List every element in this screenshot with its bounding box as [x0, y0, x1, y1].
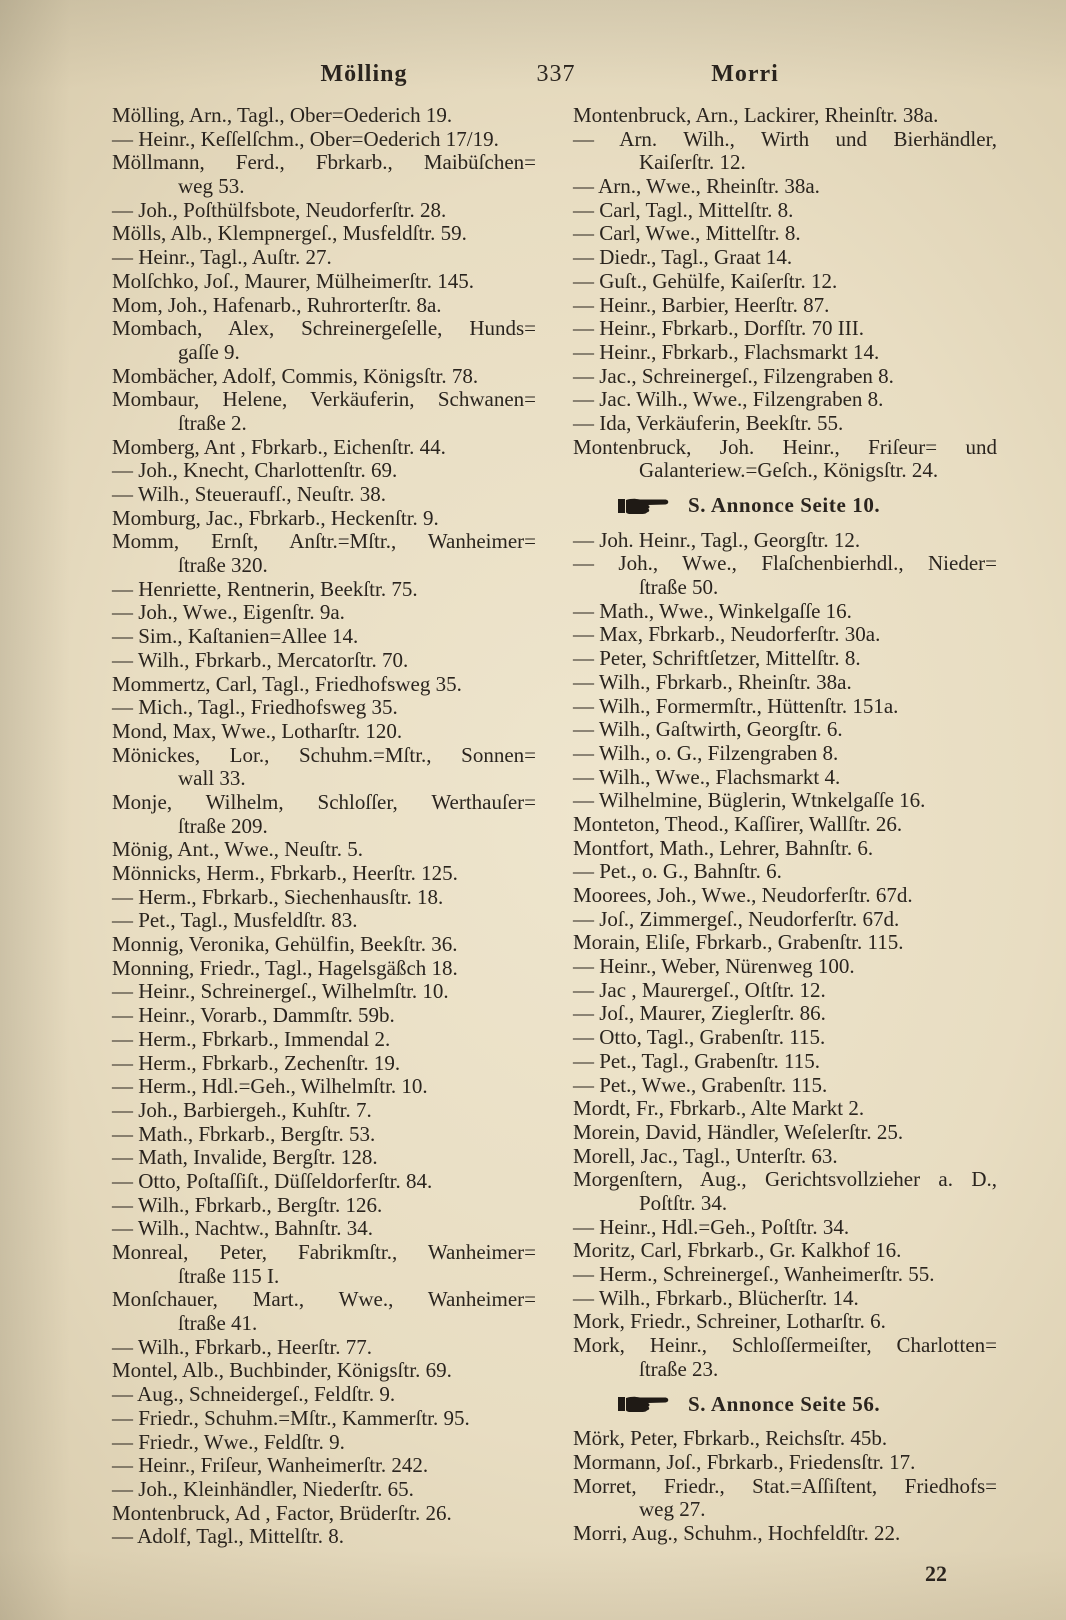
entry-line: — Otto, Poſtaſſiſt., Düſſeldorferſtr. 84.	[112, 1168, 433, 1193]
entry-continuation: gaſſe 9.	[178, 339, 240, 364]
directory-entry	[573, 1216, 997, 1240]
entry-line: — Heinr., Fbrkarb., Flachsmarkt 14.	[573, 339, 880, 364]
directory-entry	[112, 388, 536, 435]
entry-line: Mork, Friedr., Schreiner, Lotharſtr. 6.	[573, 1309, 886, 1334]
entry-continuation: Kaiſerſtr. 12.	[639, 150, 746, 175]
entry-line: — Jac , Maurergeſ., Oſtſtr. 12.	[573, 977, 826, 1002]
directory-entry	[573, 742, 997, 766]
entry-line: — Wilh., Gaſtwirth, Georgſtr. 6.	[573, 717, 843, 742]
entry-line: Möllmann, Ferd., Fbrkarb., Maibüſchen=	[112, 150, 536, 175]
entry-line: Mönig, Ant., Wwe., Neuſtr. 5.	[112, 837, 364, 862]
pointing-hand-icon	[618, 1394, 670, 1414]
directory-entry	[573, 1263, 997, 1287]
entry-line: — Henriette, Rentnerin, Beekſtr. 75.	[112, 576, 418, 601]
directory-entry	[573, 388, 997, 412]
entry-line: Montenbruck, Ad , Factor, Brüderſtr. 26.	[112, 1500, 452, 1525]
directory-entry	[112, 1525, 536, 1549]
directory-entry	[573, 695, 997, 719]
annonce-text: S. Annonce Seite 10.	[688, 493, 881, 518]
entry-line: — Otto, Tagl., Grabenſtr. 115.	[573, 1025, 826, 1050]
directory-entry	[573, 671, 997, 695]
directory-entry	[112, 151, 536, 198]
entry-continuation: ſtraße 41.	[178, 1311, 258, 1336]
directory-entry	[573, 1522, 997, 1546]
directory-entry	[573, 128, 997, 175]
entry-line: Momm, Ernſt, Anſtr.=Mſtr., Wanheimer=	[112, 529, 536, 554]
right-column	[573, 104, 997, 1546]
entry-line: — Herm., Fbrkarb., Zechenſtr. 19.	[112, 1050, 401, 1075]
directory-entry	[573, 860, 997, 884]
directory-entry	[573, 1168, 997, 1215]
entry-line: — Max, Fbrkarb., Neudorferſtr. 30a.	[573, 622, 881, 647]
entry-line: Morgenſtern, Aug., Gerichtsvollzieher a. D.,	[573, 1167, 997, 1192]
entry-line: Morein, David, Händler, Weſelerſtr. 25.	[573, 1119, 904, 1144]
entry-line: — Mich., Tagl., Friedhofsweg 35.	[112, 695, 398, 720]
entry-line: Morret, Friedr., Stat.=Aſſiſtent, Friedhofs=	[573, 1473, 997, 1498]
entry-line: — Wilh., Fbrkarb., Bergſtr. 126.	[112, 1192, 383, 1217]
entry-line: Moorees, Joh., Wwe., Neudorferſtr. 67d.	[573, 883, 913, 907]
entry-line: — Wilh., Fbrkarb., Blücherſtr. 14.	[573, 1285, 859, 1310]
directory-entry	[573, 104, 997, 128]
directory-entry	[573, 1310, 997, 1334]
entry-line: — Joh., Knecht, Charlottenſtr. 69.	[112, 458, 398, 483]
entry-line: — Heinr., Hdl.=Geh., Poſtſtr. 34.	[573, 1214, 850, 1239]
directory-entry	[112, 436, 536, 460]
entry-line: — Joh., Kleinhändler, Niederſtr. 65.	[112, 1476, 414, 1501]
directory-entry	[112, 1170, 536, 1194]
entry-line: Mork, Heinr., Schloſſermeiſter, Charlotten=	[573, 1333, 997, 1358]
entry-line: — Heinr., Tagl., Auſtr. 27.	[112, 245, 332, 270]
entry-line: — Wilh., Fbrkarb., Mercatorſtr. 70.	[112, 647, 409, 672]
directory-entry	[112, 1359, 536, 1383]
directory-entry	[573, 837, 997, 861]
directory-entry	[112, 1502, 536, 1526]
entry-line: — Diedr., Tagl., Graat 14.	[573, 245, 793, 270]
entry-continuation: ſtraße 23.	[639, 1356, 719, 1381]
directory-entry	[573, 1475, 997, 1522]
directory-entry	[573, 317, 997, 341]
entry-line: Mond, Max, Wwe., Lotharſtr. 120.	[112, 718, 403, 743]
directory-entry	[112, 578, 536, 602]
directory-entry	[112, 1336, 536, 1360]
entry-line: — Aug., Schneidergeſ., Feldſtr. 9.	[112, 1382, 396, 1407]
directory-entry	[573, 294, 997, 318]
entry-line: — Ida, Verkäuferin, Beekſtr. 55.	[573, 410, 844, 435]
entry-continuation: Galanteriew.=Geſch., Königsſtr. 24.	[639, 458, 939, 483]
entry-line: — Heinr., Keſſelſchm., Ober=Oederich 17/19.	[112, 126, 499, 151]
entry-line: — Math., Fbrkarb., Bergſtr. 53.	[112, 1121, 376, 1146]
directory-entry	[573, 623, 997, 647]
entry-continuation: ſtraße 320.	[178, 553, 268, 578]
entry-line: Moritz, Carl, Fbrkarb., Gr. Kalkhof 16.	[573, 1238, 902, 1263]
directory-entry	[573, 979, 997, 1003]
directory-entry	[573, 718, 997, 742]
directory-entry	[112, 222, 536, 246]
entry-continuation: ſtraße 115 I.	[178, 1263, 280, 1288]
entry-line: Monning, Friedr., Tagl., Hagelsgäßch 18.	[112, 955, 458, 980]
entry-line: — Adolf, Tagl., Mittelſtr. 8.	[112, 1524, 345, 1549]
entry-line: Montenbruck, Joh. Heinr., Friſeur= und	[573, 434, 997, 459]
entry-line: Morell, Jac., Tagl., Unterſtr. 63.	[573, 1143, 838, 1168]
signature-mark: 22	[925, 1561, 947, 1586]
directory-entry	[112, 1028, 536, 1052]
entry-line: — Heinr., Vorarb., Dammſtr. 59b.	[112, 1003, 395, 1028]
entry-line: — Joſ., Zimmergeſ., Neudorferſtr. 67d.	[573, 906, 900, 931]
directory-entry	[112, 1407, 536, 1431]
directory-entry	[573, 1050, 997, 1074]
entry-line: Morain, Eliſe, Fbrkarb., Grabenſtr. 115.	[573, 930, 904, 955]
directory-entry	[112, 862, 536, 886]
entry-line: — Wilh., Fbrkarb., Heerſtr. 77.	[112, 1334, 373, 1359]
entry-line: — Wilh., Steueraufſ., Neuſtr. 38.	[112, 482, 387, 506]
entry-line: — Carl, Tagl., Mittelſtr. 8.	[573, 197, 794, 222]
entry-line: Mönickes, Lor., Schuhm.=Mſtr., Sonnen=	[112, 742, 536, 767]
directory-entry	[573, 600, 997, 624]
entry-line: Mombaur, Helene, Verkäuferin, Schwanen=	[112, 387, 536, 412]
entry-line: — Herm., Fbrkarb., Siechenhausſtr. 18.	[112, 884, 444, 909]
directory-entry	[112, 909, 536, 933]
directory-entry	[112, 1075, 536, 1099]
annonce-text: S. Annonce Seite 56.	[688, 1391, 881, 1416]
directory-entry	[112, 104, 536, 128]
entry-line: — Heinr., Weber, Nürenweg 100.	[573, 954, 855, 979]
entry-line: Morri, Aug., Schuhm., Hochfeldſtr. 22.	[573, 1520, 901, 1545]
entry-line: — Sim., Kaſtanien=Allee 14.	[112, 624, 359, 649]
directory-entry	[112, 933, 536, 957]
directory-entry	[573, 1121, 997, 1145]
directory-entry	[112, 980, 536, 1004]
directory-entry	[573, 884, 997, 908]
entry-line: — Jac. Wilh., Wwe., Filzengraben 8.	[573, 387, 884, 412]
directory-entry	[573, 1002, 997, 1026]
entry-line: — Math, Invalide, Bergſtr. 128.	[112, 1145, 378, 1170]
directory-entry	[112, 696, 536, 720]
entry-line: — Herm., Fbrkarb., Immendal 2.	[112, 1026, 391, 1051]
entry-line: — Jac., Schreinergeſ., Filzengraben 8.	[573, 363, 894, 388]
entry-line: Mordt, Fr., Fbrkarb., Alte Markt 2.	[573, 1096, 865, 1121]
entry-line: — Wilh., o. G., Filzengraben 8.	[573, 740, 839, 765]
entry-line: Montenbruck, Arn., Lackirer, Rheinſtr. 38a.	[573, 103, 939, 127]
entry-line: — Joh., Poſthülfsbote, Neudorferſtr. 28.	[112, 197, 447, 222]
directory-entry	[112, 1123, 536, 1147]
directory-entry	[573, 436, 997, 483]
directory-entry	[112, 1052, 536, 1076]
directory-entry	[573, 199, 997, 223]
directory-entry	[573, 222, 997, 246]
entry-continuation: wall 33.	[178, 766, 246, 791]
entry-line: — Guſt., Gehülfe, Kaiſerſtr. 12.	[573, 268, 838, 293]
directory-entry	[112, 601, 536, 625]
directory-entry	[573, 789, 997, 813]
directory-entry	[112, 317, 536, 364]
entry-continuation: weg 27.	[639, 1497, 706, 1522]
directory-entry	[573, 1145, 997, 1169]
directory-entry	[573, 1427, 997, 1451]
entry-line: Mönnicks, Herm., Fbrkarb., Heerſtr. 125.	[112, 861, 458, 885]
entry-continuation: weg 53.	[178, 174, 245, 199]
entry-line: — Peter, Schriftſetzer, Mittelſtr. 8.	[573, 646, 861, 671]
directory-entry	[573, 1334, 997, 1381]
directory-entry	[112, 507, 536, 531]
entry-line: Mommertz, Carl, Tagl., Friedhofsweg 35.	[112, 671, 462, 696]
directory-entry	[573, 341, 997, 365]
directory-entry	[112, 625, 536, 649]
entry-line: Mombach, Alex, Schreinergeſelle, Hunds=	[112, 316, 536, 341]
running-head-first-name: Mölling	[320, 61, 408, 87]
directory-entry	[112, 294, 536, 318]
directory-entry	[573, 1097, 997, 1121]
entry-line: — Wilhelmine, Büglerin, Wtnkelgaſſe 16.	[573, 788, 926, 813]
directory-entry	[573, 1026, 997, 1050]
directory-entry	[112, 1288, 536, 1335]
entry-line: — Heinr., Barbier, Heerſtr. 87.	[573, 292, 830, 317]
entry-line: — Carl, Wwe., Mittelſtr. 8.	[573, 221, 801, 246]
entry-line: — Joſ., Maurer, Zieglerſtr. 86.	[573, 1001, 826, 1026]
directory-entry	[573, 270, 997, 294]
entry-line: Montfort, Math., Lehrer, Bahnſtr. 6.	[573, 835, 874, 860]
directory-entry	[112, 791, 536, 838]
directory-entry	[112, 1146, 536, 1170]
running-head-last-name: Morri	[711, 61, 779, 87]
directory-entry	[573, 365, 997, 389]
entry-line: — Pet., o. G., Bahnſtr. 6.	[573, 859, 782, 884]
directory-entry	[112, 459, 536, 483]
entry-line: — Herm., Hdl.=Geh., Wilhelmſtr. 10.	[112, 1074, 428, 1099]
entry-line: — Arn. Wilh., Wirth und Bierhändler,	[573, 126, 997, 151]
entry-continuation: ſtraße 209.	[178, 813, 268, 838]
directory-entry	[112, 649, 536, 673]
directory-entry	[573, 766, 997, 790]
directory-entry	[112, 246, 536, 270]
entry-line: — Pet., Tagl., Grabenſtr. 115.	[573, 1048, 820, 1073]
directory-entry	[112, 270, 536, 294]
directory-entry	[573, 908, 997, 932]
directory-entry	[112, 1194, 536, 1218]
directory-entry	[573, 1287, 997, 1311]
entry-line: — Heinr., Schreinergeſ., Wilhelmſtr. 10.	[112, 979, 449, 1004]
directory-entry	[112, 365, 536, 389]
entry-line: — Pet., Tagl., Musfeldſtr. 83.	[112, 908, 358, 933]
entry-continuation: Poſtſtr. 34.	[639, 1190, 728, 1215]
entry-line: Mombächer, Adolf, Commis, Königsſtr. 78.	[112, 363, 479, 388]
entry-line: Monje, Wilhelm, Schloſſer, Werthauſer=	[112, 789, 536, 814]
page-number: 337	[536, 61, 576, 87]
directory-entry	[112, 886, 536, 910]
directory-entry	[573, 412, 997, 436]
entry-line: — Wilh., Nachtw., Bahnſtr. 34.	[112, 1216, 374, 1241]
directory-entry	[112, 1478, 536, 1502]
directory-entry	[573, 1239, 997, 1263]
entry-line: — Arn., Wwe., Rheinſtr. 38a.	[573, 174, 820, 199]
directory-entry	[112, 1383, 536, 1407]
directory-entry	[112, 1241, 536, 1288]
entry-line: — Herm., Schreinergeſ., Wanheimerſtr. 55.	[573, 1262, 935, 1286]
entry-line: Mölls, Alb., Klempnergeſ., Musfeldſtr. 59.	[112, 221, 467, 246]
entry-line: — Math., Wwe., Winkelgaſſe 16.	[573, 598, 852, 623]
directory-entry	[573, 931, 997, 955]
directory-entry	[112, 530, 536, 577]
entry-line: Molſchko, Joſ., Maurer, Mülheimerſtr. 145.	[112, 268, 474, 293]
directory-entry	[573, 529, 997, 553]
annonce-reference	[573, 1392, 997, 1416]
entry-line: — Joh., Wwe., Flaſchenbierhdl., Nieder=	[573, 551, 997, 576]
entry-line: Monnig, Veronika, Gehülfin, Beekſtr. 36.	[112, 932, 458, 957]
directory-entry	[112, 957, 536, 981]
entry-continuation: ſtraße 2.	[178, 410, 247, 435]
entry-continuation: ſtraße 50.	[639, 575, 719, 600]
entry-line: — Pet., Wwe., Grabenſtr. 115.	[573, 1072, 828, 1097]
pointing-hand-icon	[618, 496, 670, 516]
annonce-reference	[573, 494, 997, 518]
entry-line: Montel, Alb., Buchbinder, Königsſtr. 69.	[112, 1358, 452, 1383]
directory-entry	[112, 199, 536, 223]
entry-line: — Heinr., Fbrkarb., Dorfſtr. 70 III.	[573, 316, 865, 341]
directory-entry	[112, 1217, 536, 1241]
directory-entry	[573, 813, 997, 837]
entry-line: Mom, Joh., Hafenarb., Ruhrorterſtr. 8a.	[112, 292, 442, 317]
entry-line: — Friedr., Schuhm.=Mſtr., Kammerſtr. 95.	[112, 1405, 470, 1430]
directory-entry	[112, 128, 536, 152]
entry-line: — Friedr., Wwe., Feldſtr. 9.	[112, 1429, 345, 1454]
entry-line: Momburg, Jac., Fbrkarb., Heckenſtr. 9.	[112, 505, 439, 530]
directory-entry	[112, 838, 536, 862]
entry-line: — Heinr., Friſeur, Wanheimerſtr. 242.	[112, 1453, 429, 1478]
directory-entry	[112, 673, 536, 697]
entry-line: — Wilh., Fbrkarb., Rheinſtr. 38a.	[573, 669, 852, 694]
directory-entry	[112, 1454, 536, 1478]
directory-entry	[112, 1004, 536, 1028]
entry-line: Momberg, Ant , Fbrkarb., Eichenſtr. 44.	[112, 434, 446, 459]
directory-entry	[112, 720, 536, 744]
directory-entry	[112, 1099, 536, 1123]
entry-line: — Joh., Wwe., Eigenſtr. 9a.	[112, 600, 345, 625]
entry-line: — Joh. Heinr., Tagl., Georgſtr. 12.	[573, 527, 861, 552]
entry-line: Mormann, Joſ., Fbrkarb., Friedensſtr. 17.	[573, 1449, 916, 1474]
directory-entry	[112, 744, 536, 791]
directory-entry	[573, 246, 997, 270]
entry-line: Monteton, Theod., Kaſſirer, Wallſtr. 26.	[573, 811, 903, 836]
entry-line: — Wilh., Wwe., Flachsmarkt 4.	[573, 764, 841, 789]
directory-entry	[573, 1074, 997, 1098]
directory-entry	[112, 483, 536, 507]
entry-line: Monſchauer, Mart., Wwe., Wanheimer=	[112, 1287, 536, 1312]
directory-entry	[573, 175, 997, 199]
directory-entry	[573, 1451, 997, 1475]
directory-entry	[573, 552, 997, 599]
directory-entry	[573, 647, 997, 671]
left-column	[112, 104, 536, 1549]
directory-entry	[112, 1431, 536, 1455]
entry-line: Monreal, Peter, Fabrikmſtr., Wanheimer=	[112, 1240, 536, 1264]
entry-line: Mörk, Peter, Fbrkarb., Reichsſtr. 45b.	[573, 1426, 888, 1451]
entry-line: — Joh., Barbiergeh., Kuhſtr. 7.	[112, 1097, 372, 1122]
entry-line: — Wilh., Formermſtr., Hüttenſtr. 151a.	[573, 693, 899, 718]
directory-entry	[573, 955, 997, 979]
entry-line: Mölling, Arn., Tagl., Ober=Oederich 19.	[112, 103, 453, 127]
